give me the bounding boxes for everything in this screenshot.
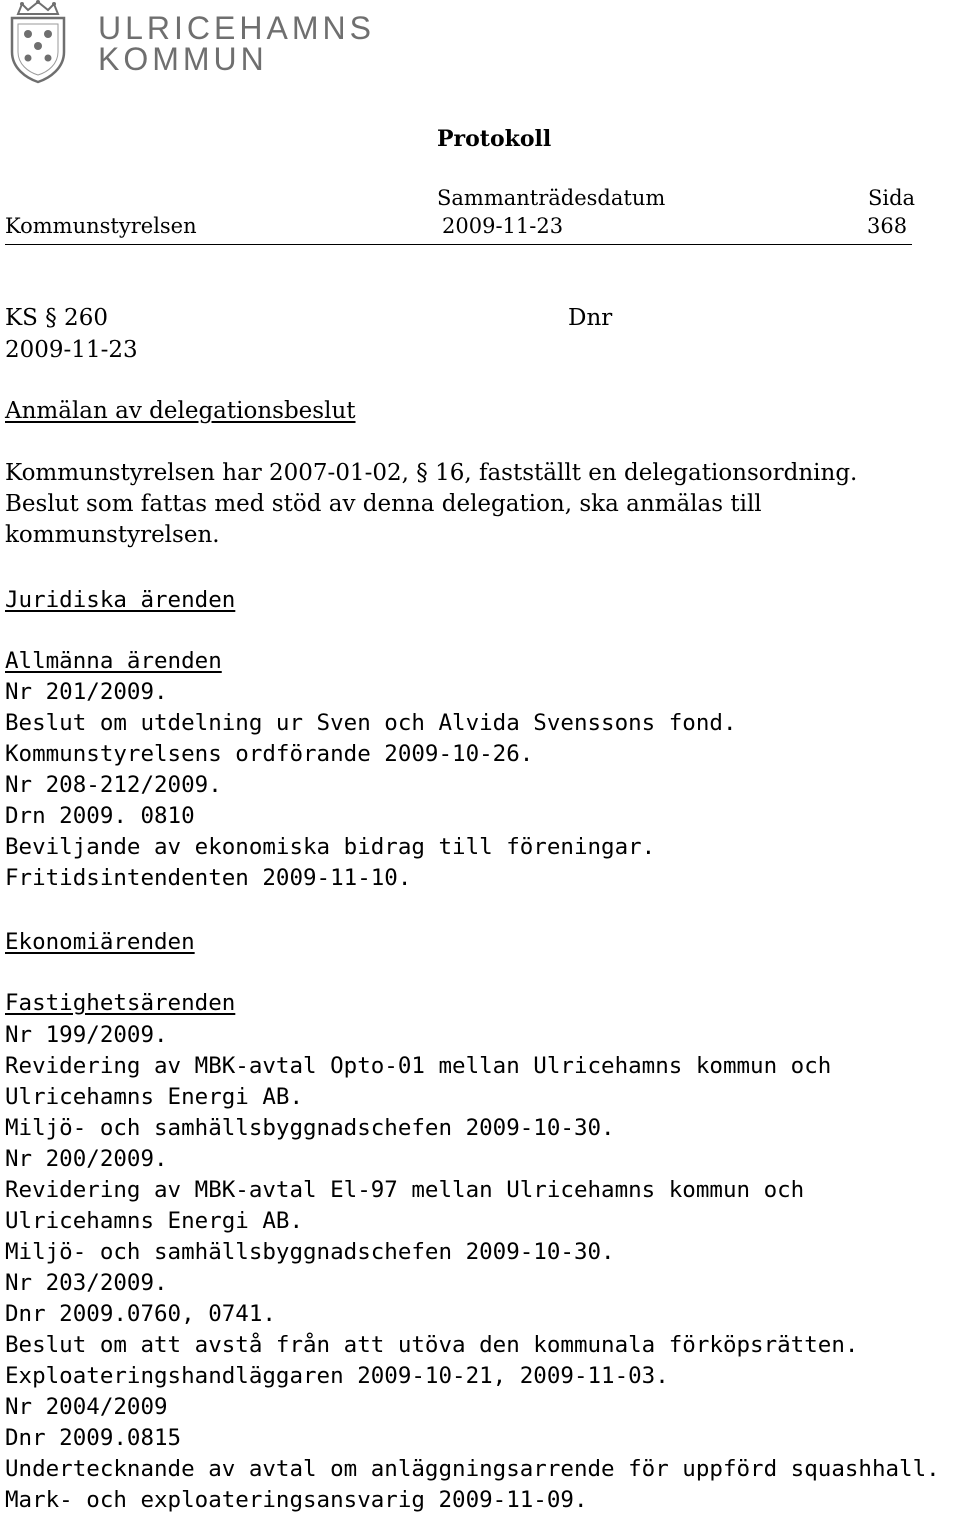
list-item: Exploateringshandläggaren 2009-10-21, 2009-11-03.: [5, 1363, 669, 1389]
logo-line-2: KOMMUN: [98, 41, 268, 77]
document-title: Protokoll: [437, 126, 552, 152]
list-item: Dnr 2009.0760, 0741.: [5, 1301, 276, 1327]
intro-line: Beslut som fattas med stöd av denna delegation, ska anmälas till: [5, 491, 762, 517]
dnr-label: Dnr: [568, 305, 613, 331]
page-label: Sida: [868, 186, 916, 210]
meeting-date: 2009-11-23: [442, 214, 564, 238]
list-item: Miljö- och samhällsbyggnadschefen 2009-10-30.: [5, 1115, 615, 1141]
section-heading-allmanna: Allmänna ärenden: [5, 648, 222, 674]
coat-of-arms-icon: [6, 0, 70, 84]
list-item: Revidering av MBK-avtal Opto-01 mellan Ulricehamns kommun och: [5, 1053, 832, 1079]
list-item: Revidering av MBK-avtal El-97 mellan Ulricehamns kommun och: [5, 1177, 805, 1203]
list-item: Nr 201/2009.: [5, 679, 168, 705]
section-heading-fastighet: Fastighetsärenden: [5, 990, 236, 1016]
list-item: Beviljande av ekonomiska bidrag till föreningar.: [5, 834, 656, 860]
page-number: 368: [867, 214, 908, 238]
list-item: Mark- och exploateringsansvarig 2009-11-09.: [5, 1487, 588, 1513]
logo-line-1: ULRICEHAMNS: [98, 10, 375, 46]
committee-name: Kommunstyrelsen: [5, 214, 197, 238]
list-item: Nr 2004/2009: [5, 1394, 168, 1420]
municipality-logo: [6, 0, 375, 84]
header-row: [5, 214, 912, 245]
list-item: Beslut om utdelning ur Sven och Alvida Svenssons fond.: [5, 710, 737, 736]
case-heading: Anmälan av delegationsbeslut: [5, 398, 356, 424]
intro-line: Kommunstyrelsen har 2007-01-02, § 16, fastställt en delegationsordning.: [5, 460, 858, 486]
list-item: Drn 2009. 0810: [5, 803, 195, 829]
section-heading-ekonomi: Ekonomiärenden: [5, 929, 195, 955]
list-item: Nr 199/2009.: [5, 1022, 168, 1048]
list-item: Nr 203/2009.: [5, 1270, 168, 1296]
list-item: Undertecknande av avtal om anläggningsarrende för uppförd squashhall.: [5, 1456, 940, 1482]
list-item: Ulricehamns Energi AB.: [5, 1208, 304, 1234]
logo-wordmark: [98, 10, 375, 77]
case-id: KS § 260: [5, 305, 108, 331]
meeting-date-label: Sammanträdesdatum: [437, 186, 666, 210]
intro-line: kommunstyrelsen.: [5, 522, 220, 548]
list-item: Beslut om att avstå från att utöva den kommunala förköpsrätten.: [5, 1332, 859, 1358]
list-item: Nr 200/2009.: [5, 1146, 168, 1172]
list-item: Nr 208-212/2009.: [5, 772, 222, 798]
list-item: Dnr 2009.0815: [5, 1425, 182, 1451]
case-date: 2009-11-23: [5, 337, 138, 363]
list-item: Ulricehamns Energi AB.: [5, 1084, 304, 1110]
section-heading-juridiska: Juridiska ärenden: [5, 587, 236, 613]
list-item: Fritidsintendenten 2009-11-10.: [5, 865, 412, 891]
list-item: Kommunstyrelsens ordförande 2009-10-26.: [5, 741, 534, 767]
list-item: Miljö- och samhällsbyggnadschefen 2009-10-30.: [5, 1239, 615, 1265]
